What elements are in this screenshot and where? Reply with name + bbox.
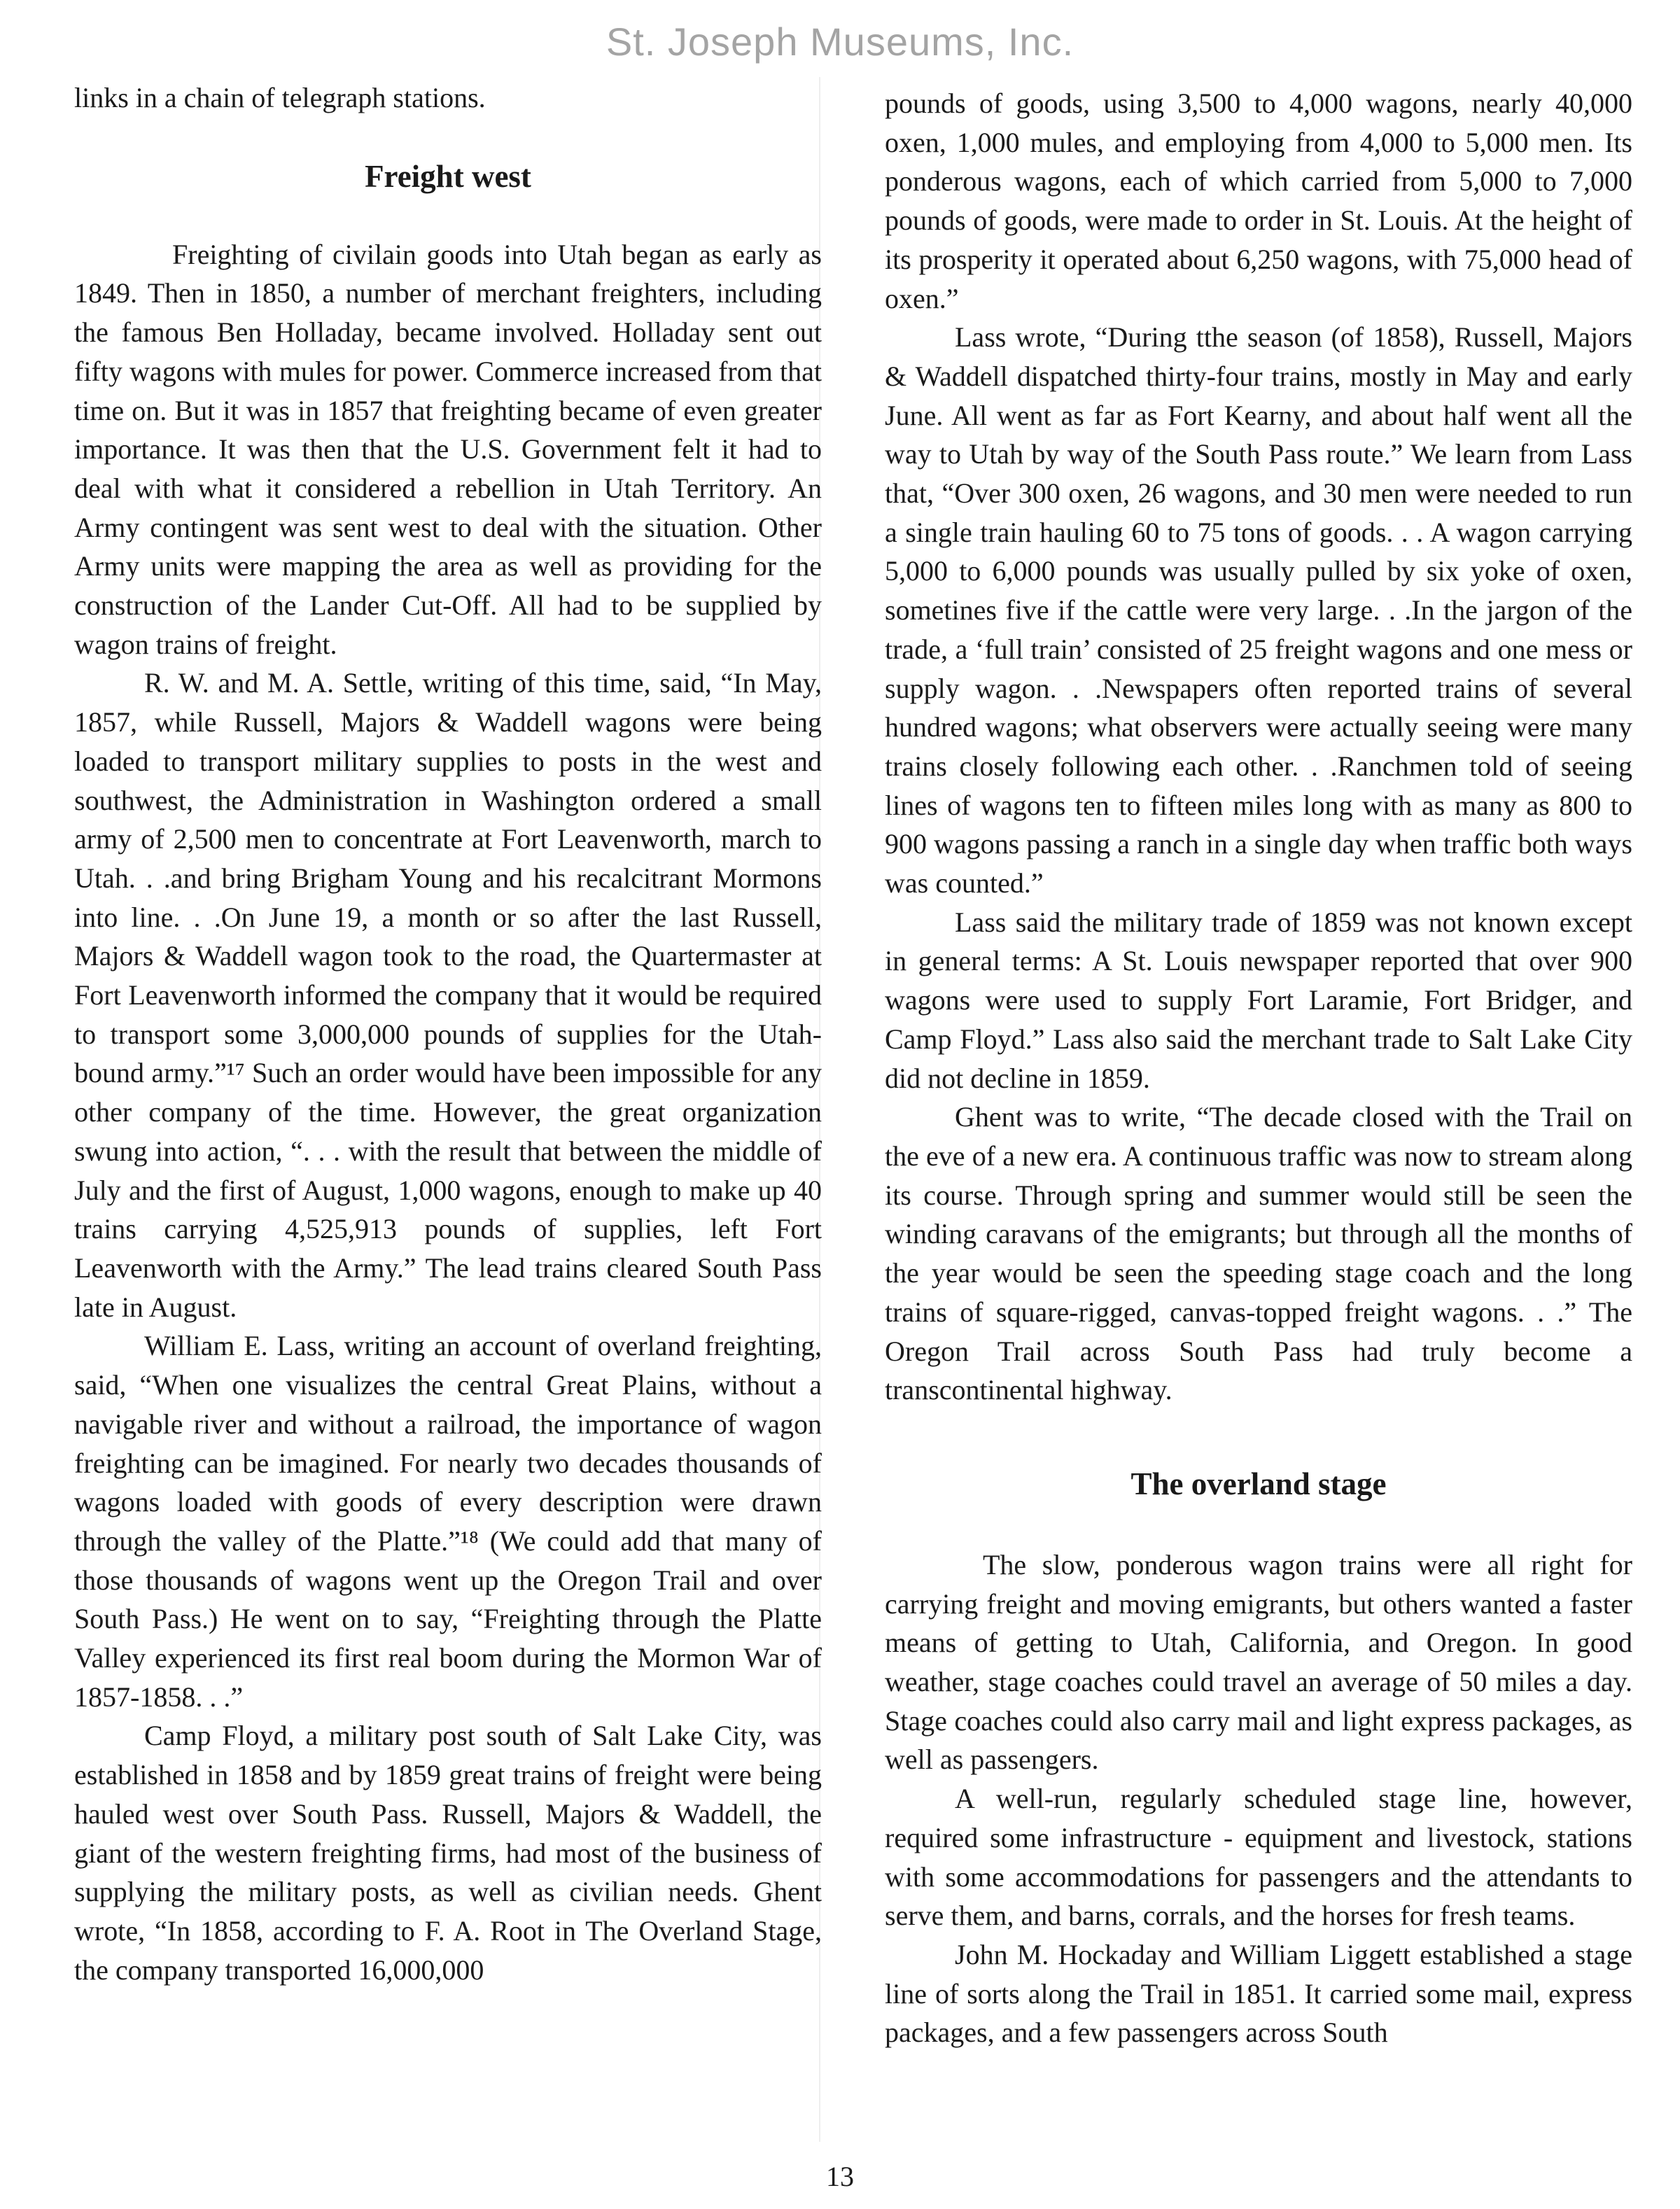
paragraph: Lass said the military trade of 1859 was not known except in general terms: A St. Louis newspaper reported that over 900 wagons were used to supply Fort Laramie, Fort Bridger, and Camp Floyd.” Lass also said the merchant trade to Salt Lake City did not decline in 1859. [885,906,1632,1094]
paragraph: Ghent was to write, “The decade closed with the Trail on the eve of a new era. A continuous traffic was now to stream along its course. Through spring and summer would still be seen the winding caravans of the emigrants; but through all the months of the year would be seen the speeding stage coach and the long trains of square-rigged, canvas-topped freight wagons. . .” The Oregon Trail across South Pass had truly become a transcontinental highway. [885,1101,1632,1406]
left-column [74,78,822,1989]
paragraph: William E. Lass, writing an account of overland freighting, said, “When one visualizes the central Great Plains, without a navigable river and without a railroad, the importance of wagon freighting can be imagined. For nearly two decades thousands of wagons loaded with goods of every description were drawn through the valley of the Platte.”¹⁸ (We could add that many of those thousands of wagons went up the Oregon Trail and over South Pass.) He went on to say, “Freighting through the Platte Valley experienced its first real boom during the Mormon War of 1857-1858. . .” [74,1330,822,1713]
lead-line: links in a chain of telegraph stations. [74,82,486,113]
paragraph: John M. Hockaday and William Liggett established a stage line of sorts along the Trail in 1851. It carried some mail, express packages, and a few passengers across South [885,1938,1632,2049]
section-heading-freight-west: Freight west [365,158,531,194]
paragraph: R. W. and M. A. Settle, writing of this time, said, “In May, 1857, while Russell, Majors & Waddell wagons were being loaded to transport military supplies to posts in the west and southwest, the Administration in Washington ordered a small army of 2,500 men to concentrate at Fort Leavenworth, march to Utah. . .and bring Brigham Young and his recalcitrant Mormons into line. . .On June 19, a month or so after the last Russell, Majors & Waddell wagon took to the road, the Quartermaster at Fort Leavenworth informed the company that it would be required to transport some 3,000,000 pounds of supplies for the Utah-bound army.”¹⁷ Such an order would have been impossible for any other company of the time. However, the great organization swung into action, “. . . with the result that between the middle of July and the first of August, 1,000 wagons, enough to make up 40 trains carrying 4,525,913 pounds of supplies, left Fort Leavenworth with the Army.” The lead trains cleared South Pass late in August. [74,667,822,1323]
paragraph: pounds of goods, using 3,500 to 4,000 wagons, nearly 40,000 oxen, 1,000 mules, and employing from 4,000 to 5,000 men. Its ponderous wagons, each of which carried from 5,000 to 7,000 pounds of goods, were made to order in St. Louis. At the height of its prosperity it operated about 6,250 wagons, with 75,000 head of oxen.” [885,87,1632,314]
watermark: St. Joseph Museums, Inc. [606,20,1074,64]
page-number: 13 [826,2161,854,2192]
paragraph: The slow, ponderous wagon trains were all right for carrying freight and moving emigrants, but others wanted a faster means of getting to Utah, California, and Oregon. In good weather, stage coaches could travel an average of 50 miles a day. Stage coaches could also carry mail and light express packages, as well as passengers. [885,1548,1632,1776]
right-column [885,84,1632,2052]
paragraph: Lass wrote, “During tthe season (of 1858), Russell, Majors & Waddell dispatched thirty-four trains, mostly in May and early June. All went as far as Fort Kearny, and about half went all the way to Utah by way of the South Pass route.” We learn from Lass that, “Over 300 oxen, 26 wagons, and 30 men were needed to run a single train hauling 60 to 75 tons of goods. . . A wagon carrying 5,000 to 6,000 pounds was usually pulled by six yoke of oxen, sometines five if the cattle were very large. . .In the jargon of the trade, a ‘full train’ consisted of 25 freight wagons and one mess or supply wagon. . .Newspapers often reported trains of several hundred wagons; what observers were actually seeing were many trains closely following each other. . .Ranchmen told of seeing lines of wagons ten to fifteen miles long with as many as 800 to 900 wagons passing a ranch in a single day when traffic both ways was counted.” [885,321,1632,899]
section-heading-overland-stage: The overland stage [1130,1466,1387,1501]
paragraph: Freighting of civilain goods into Utah began as early as 1849. Then in 1850, a number of merchant freighters, including the famous Ben Holladay, became involved. Holladay sent out fifty wagons with mules for power. Commerce increased from that time on. But it was in 1857 that freighting became of even greater importance. It was then that the U.S. Government felt it had to deal with what it considered a rebellion in Utah Territory. An Army contingent was sent west to deal with the situation. Other Army units were mapping the area as well as providing for the construction of the Lander Cut-Off. All had to be supplied by wagon trains of freight. [74,238,822,660]
paragraph: A well-run, regularly scheduled stage line, however, required some infrastructure - equipment and livestock, stations with some accommodations for passengers and the attendants to serve them, and barns, corrals, and the horses for fresh teams. [885,1783,1632,1932]
paragraph: Camp Floyd, a military post south of Salt Lake City, was established in 1858 and by 1859 great trains of freight were being hauled west over South Pass. Russell, Majors & Waddell, the giant of the western freighting firms, had most of the business of supplying the military posts, as well as civilian needs. Ghent wrote, “In 1858, according to F. A. Root in The Overland Stage, the company transported 16,000,000 [74,1720,822,1986]
